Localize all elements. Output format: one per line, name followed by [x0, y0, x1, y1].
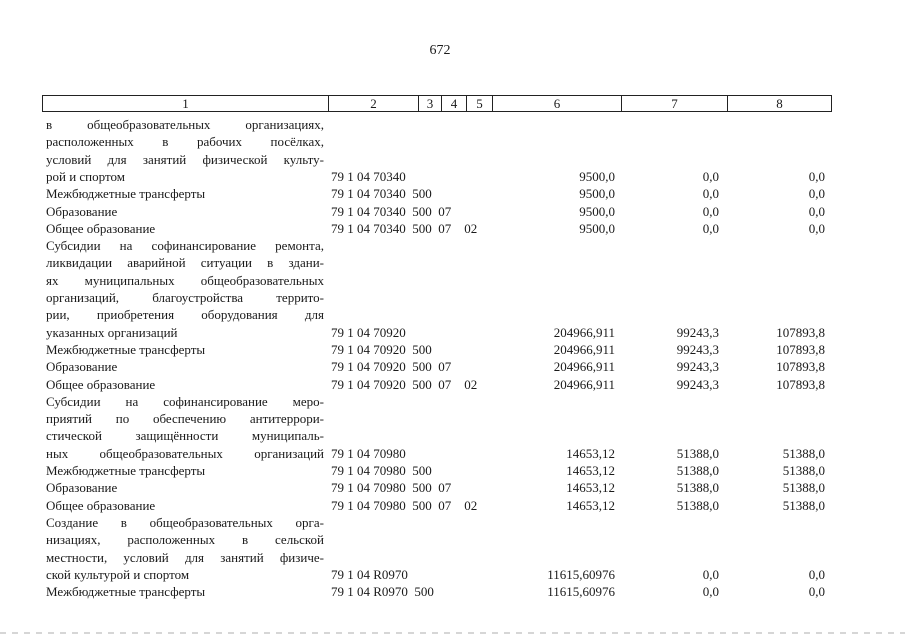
table-row — [0, 220, 905, 237]
row-value-col6: 9500,0 — [579, 168, 615, 184]
row-name: ных общеобразовательных организаций — [46, 445, 324, 461]
row-value-col8: 107893,8 — [776, 341, 825, 357]
row-value-col7: 0,0 — [702, 168, 719, 184]
row-value-col8: 0,0 — [808, 186, 825, 202]
row-value-col7: 0,0 — [702, 203, 719, 219]
header-col-2: 2 — [328, 96, 418, 111]
row-value-col8: 0,0 — [808, 168, 825, 184]
row-value-col8: 0,0 — [808, 220, 825, 236]
row-value-col7: 51388,0 — [676, 445, 719, 461]
header-col-8: 8 — [727, 96, 831, 111]
row-value-col8: 0,0 — [808, 203, 825, 219]
header-col-3: 3 — [418, 96, 441, 111]
row-name: Общее образование — [46, 376, 156, 392]
row-value-col8: 51388,0 — [782, 463, 825, 478]
row-value-col6: 11615,60976 — [547, 584, 615, 600]
table-row — [0, 358, 905, 375]
row-value-col6: 9500,0 — [579, 186, 615, 202]
table-row — [0, 185, 905, 202]
row-code: 79 1 04 70340 — [331, 168, 406, 184]
row-name: Субсидии на софинансирование ремонта, — [46, 238, 324, 254]
table-row — [0, 254, 905, 271]
row-name: ях муниципальных общеобразовательных — [46, 272, 324, 288]
header-col-5: 5 — [466, 96, 492, 111]
row-name: низациях, расположенных в сельской — [46, 532, 324, 548]
row-name: указанных организаций — [46, 324, 178, 340]
row-value-col8: 107893,8 — [776, 324, 825, 340]
row-name: Образование — [46, 480, 118, 496]
row-name: Межбюджетные трансферты — [46, 463, 206, 478]
row-value-col7: 51388,0 — [676, 480, 719, 496]
table-row — [0, 514, 905, 531]
row-value-col6: 14653,12 — [566, 480, 615, 496]
row-value-col6: 14653,12 — [566, 463, 615, 478]
table-row — [0, 531, 905, 548]
scan-artifact-line — [0, 632, 905, 634]
row-name: рой и спортом — [46, 168, 125, 184]
row-name: Общее образование — [46, 220, 156, 236]
table-row — [0, 289, 905, 306]
row-value-col8: 0,0 — [808, 566, 825, 582]
table-row — [0, 583, 905, 600]
table-row — [0, 462, 905, 479]
row-value-col8: 107893,8 — [776, 376, 825, 392]
header-col-4: 4 — [441, 96, 466, 111]
row-name: расположенных в рабочих посёлках, — [46, 134, 324, 150]
row-name: ликвидации аварийной ситуации в здани- — [46, 255, 324, 271]
row-name: Межбюджетные трансферты — [46, 584, 206, 600]
row-code: 79 1 04 70920 500 07 02 — [331, 376, 478, 392]
table-row — [0, 566, 905, 583]
table-row — [0, 445, 905, 462]
row-name: Межбюджетные трансферты — [46, 186, 206, 202]
row-name: местности, условий для занятий физиче- — [46, 549, 324, 565]
row-value-col7: 0,0 — [702, 186, 719, 202]
row-value-col7: 0,0 — [702, 566, 719, 582]
row-code: 79 1 04 70340 500 — [331, 186, 432, 202]
table-row — [0, 549, 905, 566]
row-name: стической защищённости муниципаль- — [46, 428, 324, 444]
row-value-col7: 0,0 — [702, 220, 719, 236]
header-col-1: 1 — [182, 96, 189, 111]
table-row — [0, 168, 905, 185]
row-value-col6: 204966,911 — [553, 376, 615, 392]
row-value-col8: 107893,8 — [776, 359, 825, 375]
table-row — [0, 410, 905, 427]
row-name: в общеобразовательных организациях, — [46, 117, 324, 132]
header-col-7: 7 — [621, 96, 727, 111]
row-code: 79 1 04 R0970 500 — [331, 584, 434, 600]
row-name: Образование — [46, 203, 118, 219]
row-code: 79 1 04 70340 500 07 — [331, 203, 452, 219]
table-row — [0, 133, 905, 150]
row-code: 79 1 04 70340 500 07 02 — [331, 220, 478, 236]
table-row — [0, 272, 905, 289]
row-value-col7: 99243,3 — [676, 341, 719, 357]
row-value-col8: 51388,0 — [782, 480, 825, 496]
row-value-col7: 99243,3 — [676, 359, 719, 375]
table-row — [0, 479, 905, 496]
row-value-col8: 51388,0 — [782, 445, 825, 461]
row-name: Межбюджетные трансферты — [46, 341, 206, 357]
row-value-col7: 0,0 — [702, 584, 719, 600]
row-value-col6: 204966,911 — [553, 324, 615, 340]
row-code: 79 1 04 70980 500 07 — [331, 480, 452, 496]
row-value-col6: 204966,911 — [553, 341, 615, 357]
table-header — [42, 95, 832, 112]
table-row — [0, 237, 905, 254]
row-name: Образование — [46, 359, 118, 375]
table-row — [0, 116, 905, 133]
row-name: Субсидии на софинансирование меро- — [46, 393, 324, 409]
header-col-6: 6 — [492, 96, 621, 111]
table-row — [0, 427, 905, 444]
row-value-col6: 9500,0 — [579, 203, 615, 219]
row-value-col7: 99243,3 — [676, 324, 719, 340]
row-code: 79 1 04 70980 500 — [331, 463, 432, 478]
table-row — [0, 376, 905, 393]
row-code: 79 1 04 R0970 — [331, 566, 408, 582]
table-row — [0, 203, 905, 220]
row-code: 79 1 04 70920 500 — [331, 341, 432, 357]
row-value-col6: 204966,911 — [553, 359, 615, 375]
row-name: ской культурой и спортом — [46, 566, 190, 582]
table-row — [0, 341, 905, 358]
table-row — [0, 324, 905, 341]
table-row — [0, 393, 905, 410]
row-name: приятий по обеспечению антитеррори- — [46, 411, 324, 427]
row-name: рии, приобретения оборудования для — [46, 307, 324, 323]
row-value-col6: 9500,0 — [579, 220, 615, 236]
row-name: Создание в общеобразовательных орга- — [46, 514, 324, 530]
row-value-col8: 0,0 — [808, 584, 825, 600]
row-value-col7: 51388,0 — [676, 463, 719, 478]
row-value-col7: 51388,0 — [676, 497, 719, 513]
row-name: условий для занятий физической культу- — [46, 151, 324, 167]
row-name: Общее образование — [46, 497, 156, 513]
table-row — [0, 151, 905, 168]
table-row — [0, 497, 905, 514]
table-row — [0, 306, 905, 323]
row-value-col7: 99243,3 — [676, 376, 719, 392]
row-value-col6: 14653,12 — [566, 497, 615, 513]
page-number: 672 — [429, 43, 451, 58]
row-code: 79 1 04 70920 500 07 — [331, 359, 452, 375]
row-code: 79 1 04 70980 500 07 02 — [331, 497, 478, 513]
row-code: 79 1 04 70980 — [331, 445, 406, 461]
row-value-col8: 51388,0 — [782, 497, 825, 513]
row-code: 79 1 04 70920 — [331, 324, 406, 340]
row-value-col6: 14653,12 — [566, 445, 615, 461]
row-value-col6: 11615,60976 — [547, 566, 615, 582]
row-name: организаций, благоустройства террито- — [46, 290, 324, 305]
